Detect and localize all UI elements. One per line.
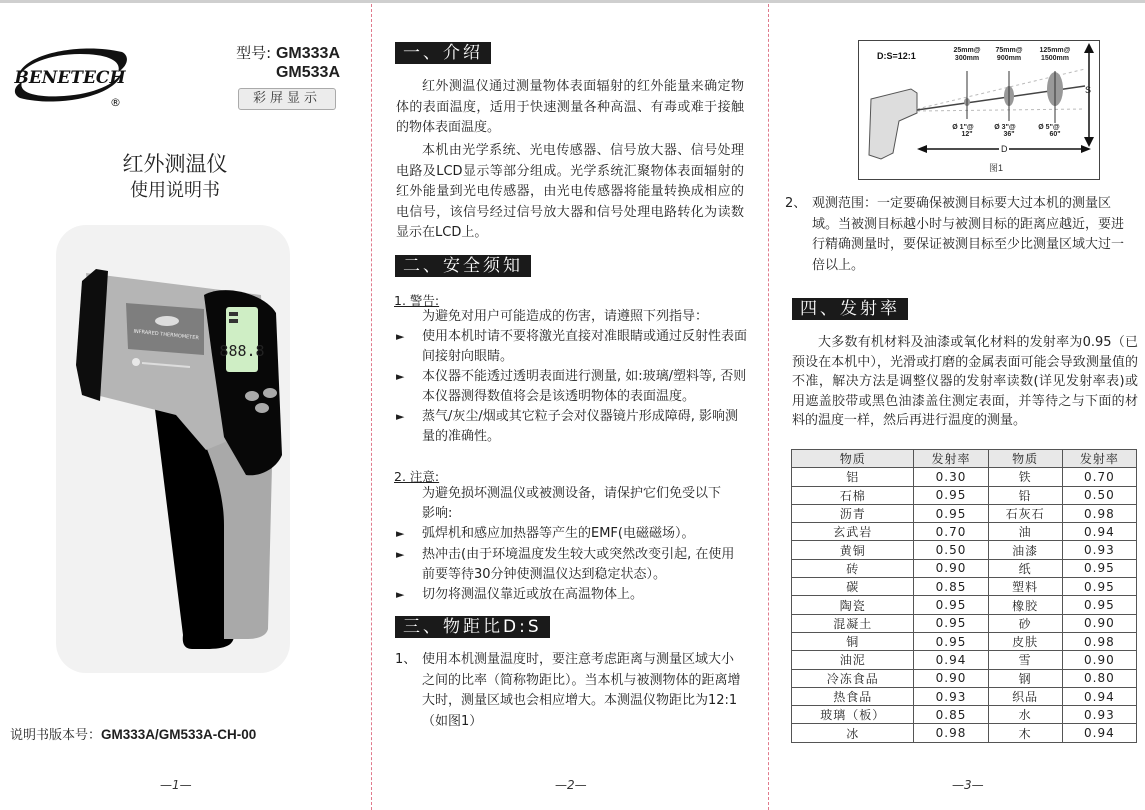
emissivity-cell: 0.95 [914, 632, 988, 650]
table-row [792, 614, 1137, 632]
manual-subtitle: 使用说明书 [130, 180, 220, 201]
section-heading-safety: 二、安全须知 [395, 255, 531, 277]
emissivity-cell: 0.98 [1062, 504, 1136, 522]
emissivity-cell: 0.93 [914, 687, 988, 705]
svg-text:INFRARED THERMOMETER: INFRARED THERMOMETER [133, 328, 200, 342]
svg-text:60": 60" [1049, 131, 1061, 138]
emissivity-cell: 0.95 [914, 614, 988, 632]
emissivity-cell: 0.30 [914, 468, 988, 486]
emissivity-cell: 0.85 [914, 578, 988, 596]
svg-text:Ø 3"@: Ø 3"@ [994, 124, 1016, 131]
ds-ratio-item-2: 2、 观测范围：一定要确保被测目标要大过本机的测量区域。当被测目标越小时与被测目标的距离应越近，要进行精确测量时，要保证被测目标至少比测量区域大过一倍以上。 [785, 196, 1125, 273]
material-cell: 热食品 [792, 687, 914, 705]
emissivity-cell: 0.90 [1062, 651, 1136, 669]
color-screen-badge: 彩屏显示 [238, 88, 336, 110]
material-cell: 织品 [988, 687, 1062, 705]
product-title: 红外测温仪 [122, 152, 228, 176]
svg-text:125mm@: 125mm@ [1039, 47, 1071, 54]
svg-text:75mm@: 75mm@ [995, 47, 1023, 54]
svg-text:图1: 图1 [989, 163, 1004, 173]
caution-title: 2. 注意: [394, 469, 440, 484]
header-emissivity: 发射率 [914, 450, 988, 468]
version-label: 说明书版本号： [10, 728, 102, 743]
material-cell: 石灰石 [988, 504, 1062, 522]
material-cell: 黄铜 [792, 541, 914, 559]
arrow-bullet-icon: ► [396, 548, 405, 561]
caution-item: ► 弧焊机和感应加热器等产生的EMF(电磁磁场）。 [422, 524, 747, 544]
material-cell: 雪 [988, 651, 1062, 669]
model-1: GM333A [275, 45, 340, 62]
warning-intro: 为避免对用户可能造成的伤害，请遵照下列指导： [422, 309, 709, 324]
page-number-3: —3— [952, 778, 984, 792]
emissivity-cell: 0.93 [1062, 706, 1136, 724]
emissivity-table [791, 449, 1137, 743]
arrow-bullet-icon: ► [396, 588, 405, 601]
table-row [792, 486, 1137, 504]
section-heading-intro: 一、介绍 [395, 42, 491, 64]
header-material: 物质 [792, 450, 914, 468]
svg-text:12": 12" [961, 131, 973, 138]
material-cell: 混凝土 [792, 614, 914, 632]
material-cell: 钢 [988, 669, 1062, 687]
table-row [792, 632, 1137, 650]
material-cell: 塑料 [988, 578, 1062, 596]
model-label: 型号: [236, 44, 272, 62]
ds-ratio-figure [858, 40, 1100, 180]
table-row [792, 523, 1137, 541]
material-cell: 玄武岩 [792, 523, 914, 541]
material-cell: 冷冻食品 [792, 669, 914, 687]
emissivity-cell: 0.95 [1062, 596, 1136, 614]
emissivity-cell: 0.95 [914, 486, 988, 504]
svg-text:BENETECH: BENETECH [14, 68, 126, 88]
emissivity-cell: 0.98 [914, 724, 988, 742]
material-cell: 水 [988, 706, 1062, 724]
material-cell: 油 [988, 523, 1062, 541]
warning-item: ► 本仪器不能透过透明表面进行测量, 如:玻璃/塑料等, 否则本仪器测得数值将会是该透明物体的表面温度。 [396, 369, 747, 404]
material-cell: 沥青 [792, 504, 914, 522]
table-row [792, 724, 1137, 742]
material-cell: 油漆 [988, 541, 1062, 559]
table-row [792, 669, 1137, 687]
ds-ratio-item-1: 1、 使用本机测量温度时，要注意考虑距离与测量区域大小之间的比率（简称物距比）。当本机与被测物体的距离增大时，测量区域也会相应增大。本测温仪物距比为12:1（如图1） [395, 652, 741, 729]
arrow-bullet-icon: ► [396, 410, 405, 423]
emissivity-cell: 0.98 [1062, 632, 1136, 650]
svg-text:D:S=12:1: D:S=12:1 [877, 51, 916, 61]
material-cell: 皮肤 [988, 632, 1062, 650]
svg-text:25mm@: 25mm@ [953, 47, 981, 54]
table-row [792, 578, 1137, 596]
warning-title: 1. 警告: [394, 293, 440, 308]
emissivity-cell: 0.70 [914, 523, 988, 541]
header-emissivity: 发射率 [1062, 450, 1136, 468]
table-row [792, 596, 1137, 614]
svg-text:888.8: 888.8 [219, 342, 265, 360]
model-2: GM533A [275, 64, 340, 81]
svg-text:®: ® [110, 96, 121, 108]
svg-text:1500mm: 1500mm [1040, 55, 1070, 62]
material-cell: 陶瓷 [792, 596, 914, 614]
emissivity-cell: 0.90 [914, 669, 988, 687]
svg-text:300mm: 300mm [954, 55, 980, 62]
version-value: GM333A/GM533A-CH-00 [101, 727, 257, 742]
intro-paragraph-1: 红外测温仪通过测量物体表面辐射的红外能量来确定物体的表面温度，适用于快速测量各种高温、有毒或难于接触的物体表面温度。 [396, 79, 744, 135]
material-cell: 油泥 [792, 651, 914, 669]
table-row [792, 687, 1137, 705]
table-row [792, 706, 1137, 724]
header-material: 物质 [988, 450, 1062, 468]
arrow-bullet-icon: ► [396, 370, 405, 383]
material-cell: 橡胶 [988, 596, 1062, 614]
material-cell: 纸 [988, 559, 1062, 577]
svg-text:36": 36" [1003, 131, 1015, 138]
material-cell: 木 [988, 724, 1062, 742]
emissivity-cell: 0.95 [1062, 578, 1136, 596]
emissivity-cell: 0.85 [914, 706, 988, 724]
svg-text:S: S [1085, 85, 1092, 95]
caution-item: ► 切勿将测温仪靠近或放在高温物体上。 [422, 585, 747, 605]
table-row [792, 504, 1137, 522]
material-cell: 砖 [792, 559, 914, 577]
table-header-row [792, 450, 1137, 468]
emissivity-cell: 0.95 [914, 596, 988, 614]
section-heading-ds-ratio: 三、物距比D:S [395, 616, 550, 638]
material-cell: 石棉 [792, 486, 914, 504]
emissivity-cell: 0.94 [1062, 687, 1136, 705]
material-cell: 冰 [792, 724, 914, 742]
material-cell: 铝 [792, 468, 914, 486]
emissivity-cell: 0.93 [1062, 541, 1136, 559]
emissivity-cell: 0.94 [1062, 523, 1136, 541]
arrow-bullet-icon: ► [396, 527, 405, 540]
svg-text:Ø 1"@: Ø 1"@ [952, 124, 974, 131]
page-number-2: —2— [555, 778, 587, 792]
emissivity-paragraph: 大多数有机材料及油漆或氧化材料的发射率为0.95（已预设在本机中），光滑或打磨的金属表面可能会导致测量值的不准，解决方法是调整仪器的发射率读数(详见发射率表)或用遮盖胶带或黑色油漆盖住测定表面，并等待之与下面的材料的温度一样，然后再进行温度的测量。 [792, 335, 1138, 429]
emissivity-cell: 0.94 [914, 651, 988, 669]
material-cell: 玻璃（板） [792, 706, 914, 724]
caution-intro: 为避免损坏测温仪或被测设备，请保护它们免受以下影响: [422, 486, 722, 521]
emissivity-cell: 0.50 [914, 541, 988, 559]
material-cell: 碳 [792, 578, 914, 596]
emissivity-cell: 0.95 [1062, 559, 1136, 577]
material-cell: 砂 [988, 614, 1062, 632]
caution-item: ► 热冲击(由于环境温度发生较大或突然改变引起, 在使用前要等待30分钟使测温仪达到稳定状态）。 [396, 547, 735, 582]
emissivity-cell: 0.90 [914, 559, 988, 577]
table-row [792, 541, 1137, 559]
table-row [792, 468, 1137, 486]
svg-text:Ø 5"@: Ø 5"@ [1038, 124, 1060, 131]
emissivity-cell: 0.50 [1062, 486, 1136, 504]
svg-text:900mm: 900mm [996, 55, 1022, 62]
warning-item: ► 使用本机时请不要将激光直接对准眼睛或通过反射性表面间接射向眼睛。 [396, 329, 748, 364]
material-cell: 铜 [792, 632, 914, 650]
section-heading-emissivity: 四、发射率 [792, 298, 908, 320]
emissivity-cell: 0.80 [1062, 669, 1136, 687]
svg-text:D: D [1001, 144, 1008, 154]
emissivity-cell: 0.94 [1062, 724, 1136, 742]
arrow-bullet-icon: ► [396, 330, 405, 343]
intro-paragraph-2: 本机由光学系统、光电传感器、信号放大器、信号处理电路及LCD显示等部分组成。光学系统汇聚物体表面辐射的红外能量到光电传感器，由光电传感器将能量转换成相应的电信号，该信号经过信号放大器和信号处理电路转化为读数显示在LCD上。 [396, 143, 744, 240]
table-row [792, 559, 1137, 577]
warning-item: ► 蒸气/灰尘/烟或其它粒子会对仪器镜片形成障碍, 影响测量的准确性。 [396, 409, 739, 444]
emissivity-cell: 0.70 [1062, 468, 1136, 486]
page-number-1: —1— [160, 778, 192, 792]
table-row [792, 651, 1137, 669]
emissivity-cell: 0.90 [1062, 614, 1136, 632]
material-cell: 铁 [988, 468, 1062, 486]
emissivity-cell: 0.95 [914, 504, 988, 522]
material-cell: 铅 [988, 486, 1062, 504]
